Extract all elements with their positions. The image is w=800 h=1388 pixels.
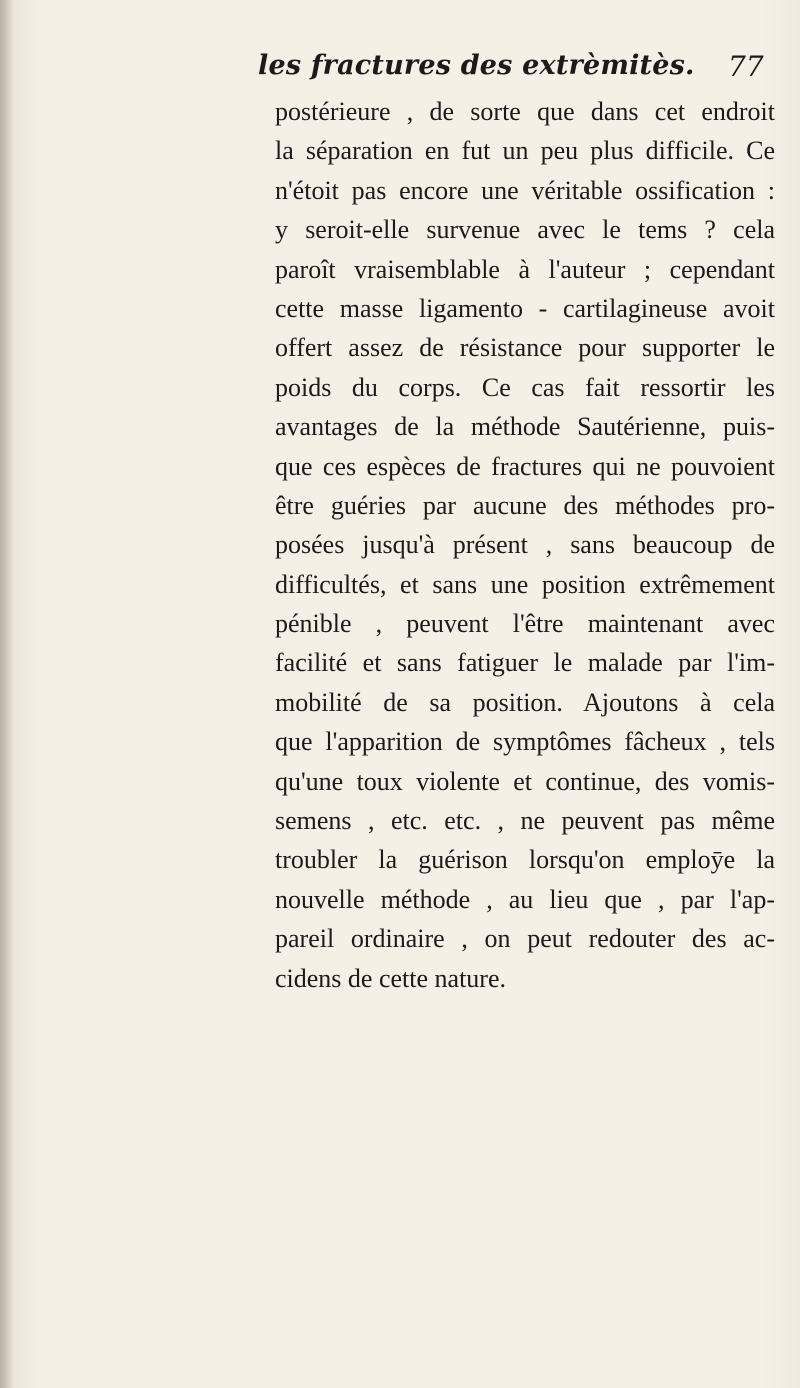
running-title: les fractures des extrèmitès. — [258, 50, 695, 81]
text-line: avantages de la méthode Sautérienne, puis- — [275, 412, 775, 442]
text-line: paroît vraisemblable à l'auteur ; cependant — [275, 254, 775, 284]
page-header — [258, 44, 798, 94]
page-number: 77 — [728, 50, 764, 83]
text-line: qu'une toux violente et continue, des vomis- — [275, 766, 775, 796]
text-line: que l'apparition de symptômes fâcheux , tels — [275, 727, 775, 757]
text-line: offert assez de résistance pour supporter le — [275, 333, 775, 363]
text-line: la séparation en fut un peu plus difficile. Ce — [275, 136, 775, 166]
text-line: postérieure , de sorte que dans cet endroit — [275, 97, 775, 126]
text-line: cidens de cette nature. — [275, 963, 506, 993]
text-line: y seroit-elle survenue avec le tems ? cela — [275, 215, 775, 245]
text-line: mobilité de sa position. Ajoutons à cela — [275, 687, 775, 717]
text-line: posées jusqu'à présent , sans beaucoup de — [275, 530, 775, 560]
binding-gutter — [0, 0, 14, 1388]
text-line: nouvelle méthode , au lieu que , par l'ap- — [275, 884, 775, 914]
text-line: poids du corps. Ce cas fait ressortir les — [275, 372, 775, 402]
text-line: n'étoit pas encore une véritable ossification : — [275, 175, 775, 205]
text-line: que ces espèces de fractures qui ne pouvoient — [275, 451, 775, 481]
text-line: pénible , peuvent l'être maintenant avec — [275, 609, 775, 639]
text-line: difficultés, et sans une position extrêmement — [275, 569, 775, 599]
text-line: semens , etc. etc. , ne peuvent pas même — [275, 806, 775, 836]
body-text — [275, 92, 795, 998]
text-line: pareil ordinaire , on peut redouter des ac- — [275, 924, 775, 954]
text-line: cette masse ligamento - cartilagineuse avoit — [275, 293, 775, 323]
text-line: troubler la guérison lorsqu'on emploȳe la — [275, 845, 775, 875]
text-line: être guéries par aucune des méthodes pro- — [275, 490, 775, 520]
text-line: facilité et sans fatiguer le malade par l'im- — [275, 648, 775, 678]
